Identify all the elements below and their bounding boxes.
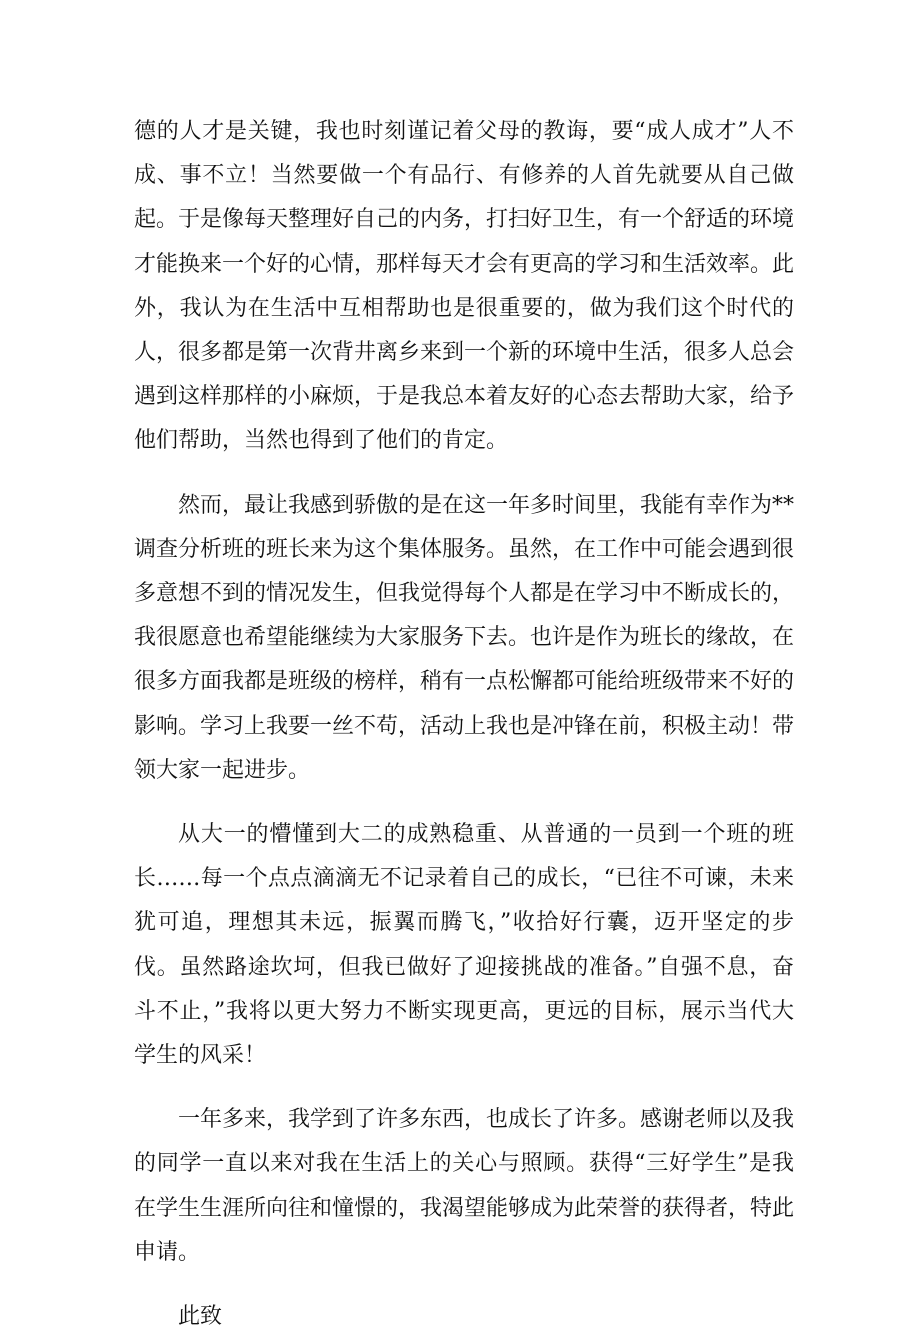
- paragraph-continued: 德的人才是关键，我也时刻谨记着父母的教诲，要“成人成才”人不成、事不立！当然要做一个有品行、有修养的人首先就要从自己做起。于是像每天整理好自己的内务，打扫好卫生，有一个舒适的环境才能换来一个好的心情，那样每天才会有更高的学习和生活效率。此外，我认为在生活中互相帮助也是很重要的，做为我们这个时代的人，很多都是第一次背井离乡来到一个新的环境中生活，很多人总会遇到这样那样的小麻烦，于是我总本着友好的心态去帮助大家，给予他们帮助，当然也得到了他们的肯定。: [134, 119, 795, 454]
- document-body: [134, 110, 794, 1339]
- paragraph-class-monitor: 然而，最让我感到骄傲的是在这一年多时间里，我能有幸作为**调查分析班的班长来为这个集体服务。虽然，在工作中可能会遇到很多意想不到的情况发生，但我觉得每个人都是在学习中不断成长的，我很愿意也希望能继续为大家服务下去。也许是作为班长的缘故，在很多方面我都是班级的榜样，稍有一点松懈都可能给班级带来不好的影响。学习上我要一丝不苟，活动上我也是冲锋在前，积极主动！带领大家一起进步。: [134, 492, 795, 783]
- paragraph-application: 一年多来，我学到了许多东西，也成长了许多。感谢老师以及我的同学一直以来对我在生活上的关心与照顾。获得“三好学生”是我在学生生涯所向往和憧憬的，我渴望能够成为此荣誉的获得者，特此申请。: [134, 1107, 795, 1265]
- closing-salutation: 此致: [178, 1304, 223, 1330]
- paragraph-growth: 从大一的懵懂到大二的成熟稳重、从普通的一员到一个班的班长……每一个点点滴滴无不记录着自己的成长，“已往不可谏，未来犹可追，理想其未远，振翼而腾飞，”收拾好行囊，迈开坚定的步伐。虽然路途坎坷，但我已做好了迎接挑战的准备。”自强不息，奋斗不止，”我将以更大努力不断实现更高，更远的目标，展示当代大学生的风采！: [134, 822, 794, 1069]
